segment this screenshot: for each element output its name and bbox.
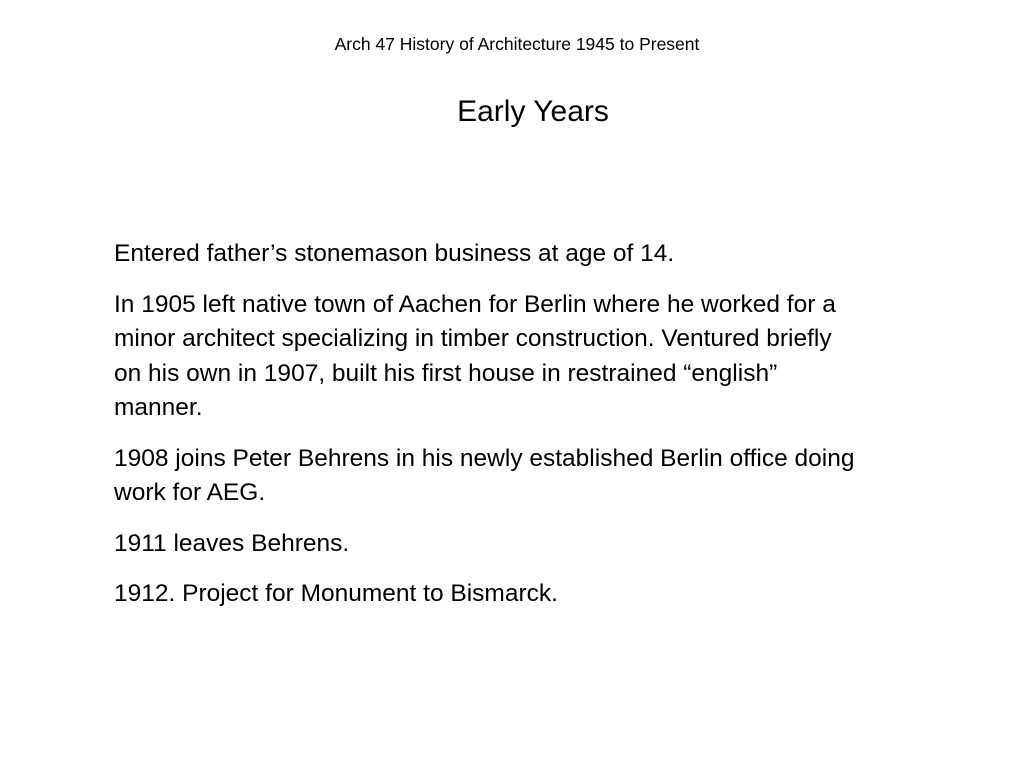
paragraph-1911-leaves: 1911 leaves Behrens. xyxy=(114,529,350,557)
paragraph-1905-berlin: In 1905 left native town of Aachen for Berlin where he worked for a minor architect specializing in timber construction. Ventured briefly on his own in 1907, built his first house in restrained “english” manner. xyxy=(114,290,836,421)
paragraph-1908-behrens: 1908 joins Peter Behrens in his newly established Berlin office doing work for AEG. xyxy=(114,444,855,506)
paragraph-1912-bismarck: 1912. Project for Monument to Bismarck. xyxy=(114,580,558,607)
paragraph-stonemason: Entered father’s stonemason business at age of 14. xyxy=(114,240,675,267)
slide-body xyxy=(114,237,994,628)
slide-title: Early Years xyxy=(457,95,609,128)
course-header: Arch 47 History of Architecture 1945 to Present xyxy=(334,34,700,54)
